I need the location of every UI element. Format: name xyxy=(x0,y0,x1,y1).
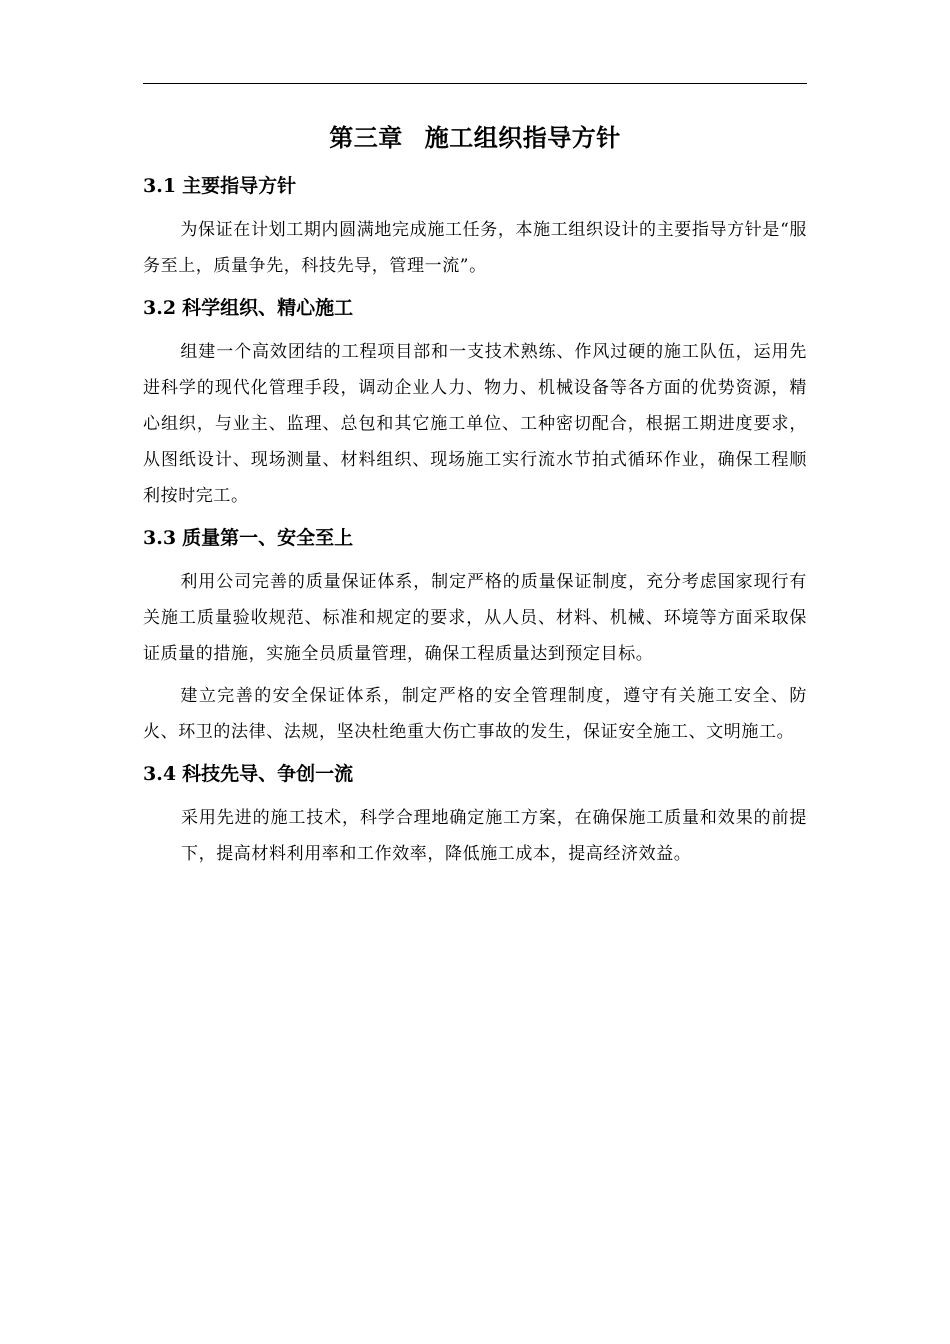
section-title: 科学组织、精心施工 xyxy=(182,297,354,319)
paragraph: 利用公司完善的质量保证体系，制定严格的质量保证制度，充分考虑国家现行有关施工质量验收规范、标准和规定的要求，从人员、材料、机械、环境等方面采取保证质量的措施，实施全员质量管理，确保工程质量达到预定目标。 xyxy=(143,572,807,664)
section-title: 主要指导方针 xyxy=(182,175,297,197)
section-title: 质量第一、安全至上 xyxy=(182,527,354,549)
section-heading xyxy=(143,522,807,554)
section-heading xyxy=(143,758,807,790)
section-number: 3.2 xyxy=(143,297,177,319)
section-number: 3.1 xyxy=(143,175,177,197)
section-heading xyxy=(143,292,807,324)
section-title: 科技先导、争创一流 xyxy=(182,763,354,785)
paragraph: 为保证在计划工期内圆满地完成施工任务，本施工组织设计的主要指导方针是“服务至上，质量争先，科技先导，管理一流”。 xyxy=(143,220,807,276)
section-3-3 xyxy=(143,522,807,750)
paragraph: 组建一个高效团结的工程项目部和一支技术熟练、作风过硬的施工队伍，运用先进科学的现代化管理手段，调动企业人力、物力、机械设备等各方面的优势资源，精心组织，与业主、监理、总包和其它施工单位、工种密切配合，根据工期进度要求，从图纸设计、现场测量、材料组织、现场施工实行流水节拍式循环作业，确保工程顺利按时完工。 xyxy=(143,342,807,506)
header-rule xyxy=(143,83,807,84)
section-3-4 xyxy=(143,758,807,872)
section-3-2 xyxy=(143,292,807,514)
section-number: 3.3 xyxy=(143,527,177,549)
section-number: 3.4 xyxy=(143,763,177,785)
chapter-title-text: 施工组织指导方针 xyxy=(424,124,621,152)
paragraph: 采用先进的施工技术，科学合理地确定施工方案，在确保施工质量和效果的前提下，提高材料利用率和工作效率，降低施工成本，提高经济效益。 xyxy=(181,808,807,864)
document-body xyxy=(143,118,807,880)
chapter-title xyxy=(143,118,807,158)
section-3-1 xyxy=(143,170,807,284)
section-heading xyxy=(143,170,807,202)
paragraph: 建立完善的安全保证体系，制定严格的安全管理制度，遵守有关施工安全、防火、环卫的法律、法规，坚决杜绝重大伤亡事故的发生，保证安全施工、文明施工。 xyxy=(143,686,807,742)
chapter-number: 第三章 xyxy=(329,124,403,152)
